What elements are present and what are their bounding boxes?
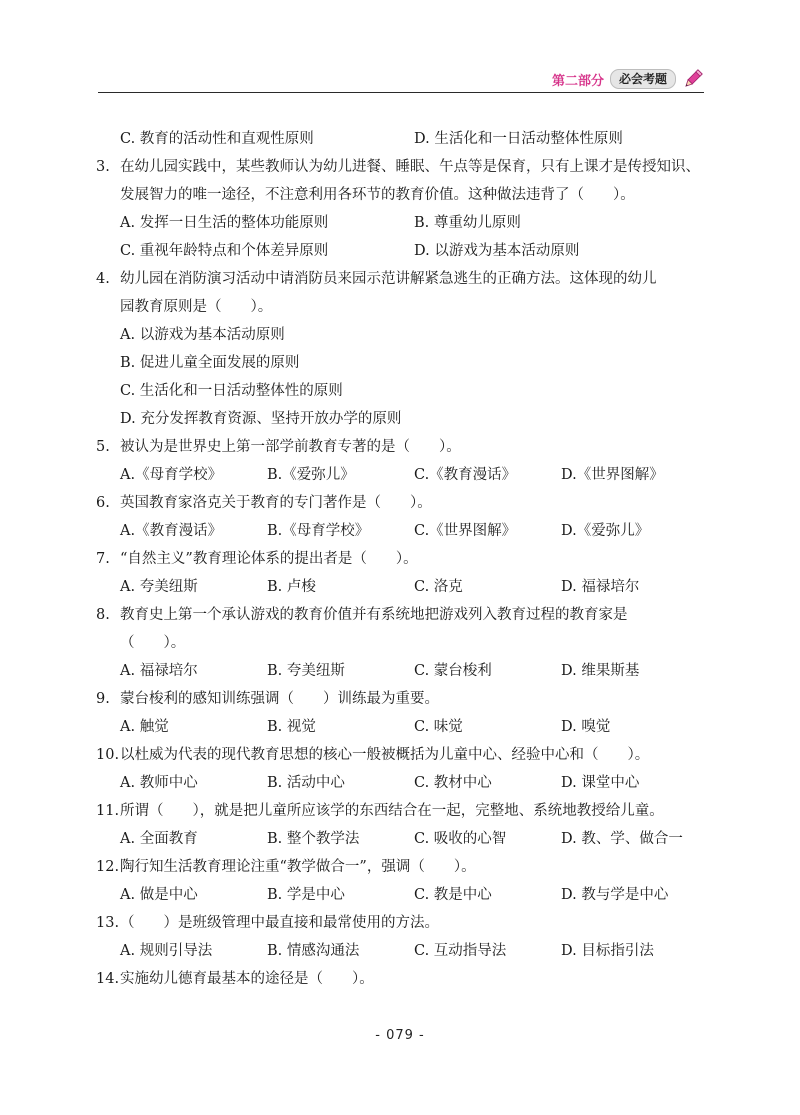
option-d: D.《爱弥儿》 [561, 523, 650, 539]
question-text: 所谓（ ），就是把儿童所应该学的东西结合在一起，完整地、系统地教授给儿童。 [120, 803, 664, 819]
question-text-continued: （ ）。 [120, 635, 186, 651]
question-number: 4. [96, 271, 110, 287]
question-text: 幼儿园在消防演习活动中请消防员来园示范讲解紧急逃生的正确方法。这体现的幼儿 [120, 271, 657, 287]
question-list [96, 125, 708, 993]
option-c: C. 教是中心 [414, 887, 492, 903]
option-d: D. 课堂中心 [561, 775, 640, 791]
option-a: A. 全面教育 [120, 831, 198, 847]
option-a: A. 福禄培尔 [120, 663, 198, 679]
option-c: C. 蒙台梭利 [414, 663, 492, 679]
question-5 [96, 433, 708, 461]
question-3-options-row-2 [96, 237, 708, 265]
question-12 [96, 853, 708, 881]
option-a: A. 夸美纽斯 [120, 579, 198, 595]
question-5-options [96, 461, 708, 489]
option-d: D. 维果斯基 [561, 663, 640, 679]
question-number: 7. [96, 551, 110, 567]
question-text: 教育史上第一个承认游戏的教育价值并有系统地把游戏列入教育过程的教育家是 [120, 607, 628, 623]
question-number: 13. [96, 915, 120, 931]
question-number: 14. [96, 971, 120, 987]
question-number: 9. [96, 691, 110, 707]
question-text-continued: 发展智力的唯一途径，不注意利用各环节的教育价值。这种做法违背了（ ）。 [120, 187, 635, 203]
question-text: 蒙台梭利的感知训练强调（ ）训练最为重要。 [120, 691, 439, 707]
question-12-options [96, 881, 708, 909]
option-c: C. 吸收的心智 [414, 831, 507, 847]
option-b: B. 情感沟通法 [267, 943, 360, 959]
option-d: D. 嗅觉 [561, 719, 611, 735]
option-a: A. 教师中心 [120, 775, 198, 791]
option-d: D. 福禄培尔 [561, 579, 640, 595]
question-10-options [96, 769, 708, 797]
option-d: D. 生活化和一日活动整体性原则 [414, 131, 623, 147]
question-text: （ ）是班级管理中最直接和最常使用的方法。 [120, 915, 439, 931]
option-d: D. 教、学、做合一 [561, 831, 683, 847]
question-7-options [96, 573, 708, 601]
question-8-options [96, 657, 708, 685]
question-text: 在幼儿园实践中，某些教师认为幼儿进餐、睡眠、午点等是保育，只有上课才是传授知识、 [120, 159, 700, 175]
prev-question-options [96, 125, 708, 153]
question-number: 6. [96, 495, 110, 511]
question-7 [96, 545, 708, 573]
section-label: 第二部分 [551, 73, 604, 89]
option-c: C. 教材中心 [414, 775, 492, 791]
question-text: “自然主义”教育理论体系的提出者是（ ）。 [120, 551, 418, 567]
option-c: C. 教育的活动性和直观性原则 [120, 131, 314, 147]
question-9 [96, 685, 708, 713]
question-number: 8. [96, 607, 110, 623]
header-section [552, 68, 704, 90]
page-number: - 079 - [375, 1028, 425, 1043]
option-a: A.《母育学校》 [120, 467, 223, 483]
option-b: B. 卢梭 [267, 579, 316, 595]
question-number: 12. [96, 859, 120, 875]
question-9-options [96, 713, 708, 741]
option-c: C. 味觉 [414, 719, 463, 735]
option-b: B. 促进儿童全面发展的原则 [120, 355, 300, 371]
question-13 [96, 909, 708, 937]
option-b: B. 学是中心 [267, 887, 345, 903]
question-10 [96, 741, 708, 769]
question-text: 英国教育家洛克关于教育的专门著作是（ ）。 [120, 495, 432, 511]
question-number: 10. [96, 747, 120, 763]
option-d: D.《世界图解》 [561, 467, 664, 483]
question-8 [96, 601, 708, 629]
question-11-options [96, 825, 708, 853]
option-a: A. 以游戏为基本活动原则 [120, 327, 285, 343]
option-a: A. 做是中心 [120, 887, 198, 903]
question-text: 被认为是世界史上第一部学前教育专著的是（ ）。 [120, 439, 461, 455]
question-6 [96, 489, 708, 517]
question-number: 3. [96, 159, 110, 175]
option-a: A.《教育漫话》 [120, 523, 223, 539]
option-b: B.《母育学校》 [267, 523, 370, 539]
question-number: 11. [96, 803, 120, 819]
option-c: C. 重视年龄特点和个体差异原则 [120, 243, 329, 259]
pencil-icon [682, 68, 704, 90]
option-b: B. 尊重幼儿原则 [414, 215, 521, 231]
option-a: A. 规则引导法 [120, 943, 213, 959]
option-b: B.《爱弥儿》 [267, 467, 355, 483]
question-11 [96, 797, 708, 825]
option-b: B. 活动中心 [267, 775, 345, 791]
option-c: C.《世界图解》 [414, 523, 517, 539]
question-text: 以杜威为代表的现代教育思想的核心一般被概括为儿童中心、经验中心和（ ）。 [120, 747, 650, 763]
question-3 [96, 153, 708, 181]
option-c: C. 生活化和一日活动整体性的原则 [120, 383, 343, 399]
option-d: D. 教与学是中心 [561, 887, 669, 903]
question-4 [96, 265, 708, 293]
question-number: 5. [96, 439, 110, 455]
question-6-options [96, 517, 708, 545]
option-c: C. 互动指导法 [414, 943, 507, 959]
page-header [98, 68, 704, 93]
question-3-options-row-1 [96, 209, 708, 237]
option-d: D. 以游戏为基本活动原则 [414, 243, 580, 259]
option-a: A. 发挥一日生活的整体功能原则 [120, 215, 329, 231]
option-b: B. 夸美纽斯 [267, 663, 345, 679]
question-text: 实施幼儿德育最基本的途径是（ ）。 [120, 971, 374, 987]
option-a: A. 触觉 [120, 719, 169, 735]
question-13-options [96, 937, 708, 965]
question-14 [96, 965, 708, 993]
section-badge: 必会考题 [610, 69, 676, 89]
question-text: 陶行知生活教育理论注重“教学做合一”，强调（ ）。 [120, 859, 476, 875]
option-c: C.《教育漫话》 [414, 467, 517, 483]
option-c: C. 洛克 [414, 579, 463, 595]
option-b: B. 整个教学法 [267, 831, 360, 847]
option-d: D. 充分发挥教育资源、坚持开放办学的原则 [120, 411, 402, 427]
question-text-continued: 园教育原则是（ ）。 [120, 299, 273, 315]
option-d: D. 目标指引法 [561, 943, 654, 959]
option-b: B. 视觉 [267, 719, 316, 735]
